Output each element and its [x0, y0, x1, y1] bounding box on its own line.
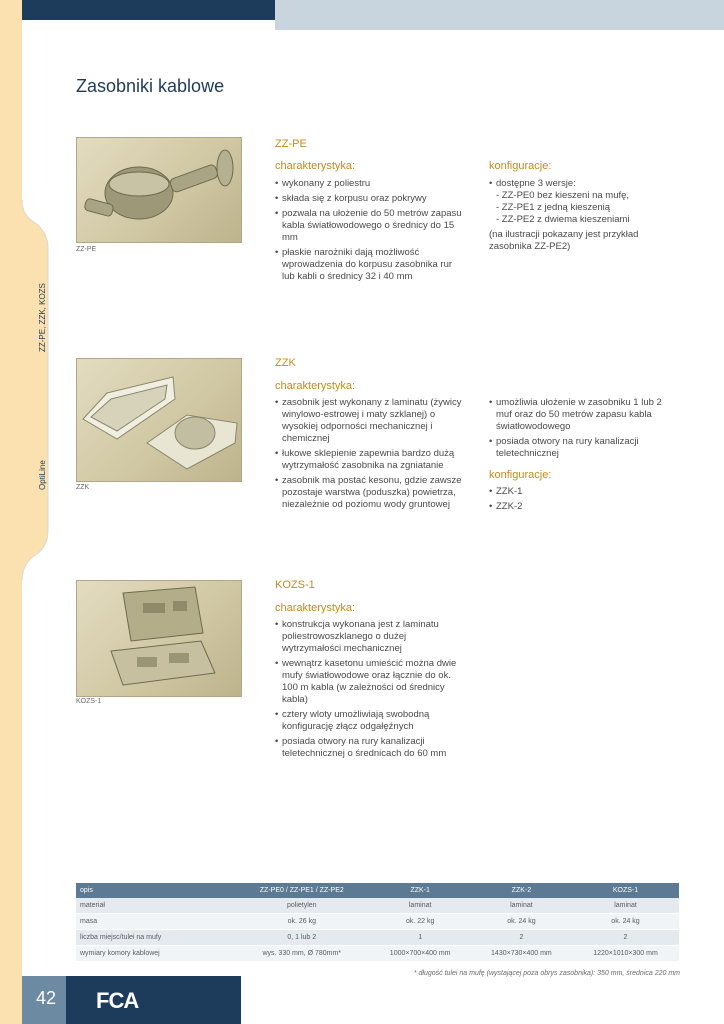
table-cell: ok. 24 kg: [471, 914, 572, 930]
table-header: KOZS-1: [572, 883, 679, 898]
zz-pe-char-heading: charakterystyka:: [275, 160, 356, 172]
list-item: • płaskie narożniki dają możliwość wprowadzenia do korpusu zasobnika rur lub kabli o średnicy 32 i 40 mm: [275, 247, 465, 283]
list-item: • łukowe sklepienie zapewnia bardzo dużą wytrzymałość zasobnika na zgniatanie: [275, 448, 465, 472]
zz-pe-photo: [76, 137, 242, 243]
table-row: [76, 898, 679, 914]
table-header: opis: [76, 883, 234, 898]
kozs-1-photo: [76, 580, 242, 697]
table-cell: liczba miejsc/tulei na mufy: [76, 930, 234, 946]
table-header: ZZ-PE0 / ZZ-PE1 / ZZ-PE2: [234, 883, 370, 898]
kozs-1-illustration: [77, 581, 241, 696]
fca-logo: FCA: [96, 988, 139, 1013]
list-item: • składa się z korpusu oraz pokrywy: [275, 193, 465, 205]
table-cell: masa: [76, 914, 234, 930]
list-item: • konstrukcja wykonana jest z laminatu poliestrowoszklanego o dużej wytrzymałości mechanicznej: [275, 619, 465, 655]
list-item: • cztery wloty umożliwiają swobodną konfigurację złącz odgałęźnych: [275, 709, 465, 733]
table-cell: laminat: [572, 898, 679, 914]
table-row: [76, 930, 679, 946]
zz-pe-config-note: (na ilustracji pokazany jest przykład zasobnika ZZ-PE2): [489, 229, 639, 252]
list-item: • dostępne 3 wersje:: [489, 178, 679, 190]
spec-table: [76, 883, 679, 962]
zzk-config-heading: konfiguracje:: [489, 469, 552, 481]
kozs-1-char-list: [275, 619, 465, 763]
table-cell: wymiary komory kablowej: [76, 946, 234, 962]
zz-pe-title: ZZ-PE: [275, 138, 307, 150]
kozs-1-title: KOZS-1: [275, 579, 315, 591]
zzk-title: ZZK: [275, 357, 296, 369]
table-header-row: [76, 883, 679, 898]
table-cell: wys. 330 mm, Ø 780mm*: [234, 946, 370, 962]
list-item: - ZZ-PE1 z jedną kieszenią: [496, 202, 611, 213]
zzk-photo: [76, 358, 242, 482]
zz-pe-config-heading: konfiguracje:: [489, 160, 552, 172]
zzk-char-list: [275, 397, 465, 514]
list-item: • umożliwia ułożenie w zasobniku 1 lub 2 muf oraz do 50 metrów zapasu kabla światłowodowego: [489, 397, 679, 433]
zzk-illustration: [77, 359, 241, 481]
side-tab-shape: [0, 0, 60, 1024]
table-cell: 0, 1 lub 2: [234, 930, 370, 946]
list-item: • posiada otwory na rury kanalizacji teletechnicznej: [489, 436, 679, 460]
zz-pe-config-list: [489, 178, 679, 226]
zzk-caption: ZZK: [76, 484, 90, 491]
table-row: [76, 914, 679, 930]
list-item: • pozwala na ułożenie do 50 metrów zapasu kabla światłowodowego o średnicy do 15 mm: [275, 208, 465, 244]
footer-band: [66, 976, 241, 1024]
table-cell: materiał: [76, 898, 234, 914]
list-item: - ZZ-PE0 bez kieszeni na mufę,: [496, 190, 630, 201]
top-bar-light: [275, 0, 724, 30]
list-item: • wewnątrz kasetonu umieścić można dwie mufy światłowodowe oraz łącznie do ok. 100 m kabla (w zależności od średnicy kabla): [275, 658, 465, 706]
zz-pe-caption: ZZ-PE: [76, 246, 97, 253]
zz-pe-illustration: [77, 138, 241, 242]
page-title: Zasobniki kablowe: [76, 76, 225, 97]
list-item: • ZZK-2: [489, 501, 679, 513]
list-item: - ZZ-PE2 z dwiema kieszeniami: [496, 214, 630, 225]
page-number: 42: [36, 988, 57, 1008]
table-cell: 1000×700×400 mm: [370, 946, 471, 962]
table-cell: 1220×1010×300 mm: [572, 946, 679, 962]
zzk-config-list: [489, 486, 679, 516]
kozs-1-caption: KOZS-1: [76, 698, 102, 705]
table-cell: 1430×730×400 mm: [471, 946, 572, 962]
table-cell: 2: [572, 930, 679, 946]
table-cell: ok. 22 kg: [370, 914, 471, 930]
list-item: • zasobnik jest wykonany z laminatu (żywicy winylowo-estrowej i maty szklanej) o wysokiej odporności mechanicznej i chemicznej: [275, 397, 465, 445]
table-cell: 2: [471, 930, 572, 946]
table-cell: ok. 24 kg: [572, 914, 679, 930]
side-section-label: ZZ-PE, ZZK, KOZS: [38, 283, 47, 352]
list-item: • wykonany z poliestru: [275, 178, 465, 190]
zz-pe-char-list: [275, 178, 465, 286]
zzk-char-heading: charakterystyka:: [275, 380, 356, 392]
kozs-1-char-heading: charakterystyka:: [275, 602, 356, 614]
table-cell: ok. 26 kg: [234, 914, 370, 930]
zzk-extra-list: [489, 397, 679, 463]
table-header: ZZK-1: [370, 883, 471, 898]
side-brand-label: OptiLine: [38, 460, 47, 490]
table-cell: laminat: [471, 898, 572, 914]
table-cell: 1: [370, 930, 471, 946]
list-item: • ZZK-1: [489, 486, 679, 498]
table-cell: laminat: [370, 898, 471, 914]
table-cell: polietylen: [234, 898, 370, 914]
table-footnote: * długość tulei na mufę (wystającej poza obrys zasobnika): 350 mm, średnica 220 mm: [413, 970, 680, 977]
list-item: • posiada otwory na rury kanalizacji teletechnicznej o średnicach do 60 mm: [275, 736, 465, 760]
table-row: [76, 946, 679, 962]
table-header: ZZK-2: [471, 883, 572, 898]
list-item: • zasobnik ma postać kesonu, gdzie zawsze pozostaje warstwa (poduszka) powietrza, niezależnie od poziomu wody gruntowej: [275, 475, 465, 511]
